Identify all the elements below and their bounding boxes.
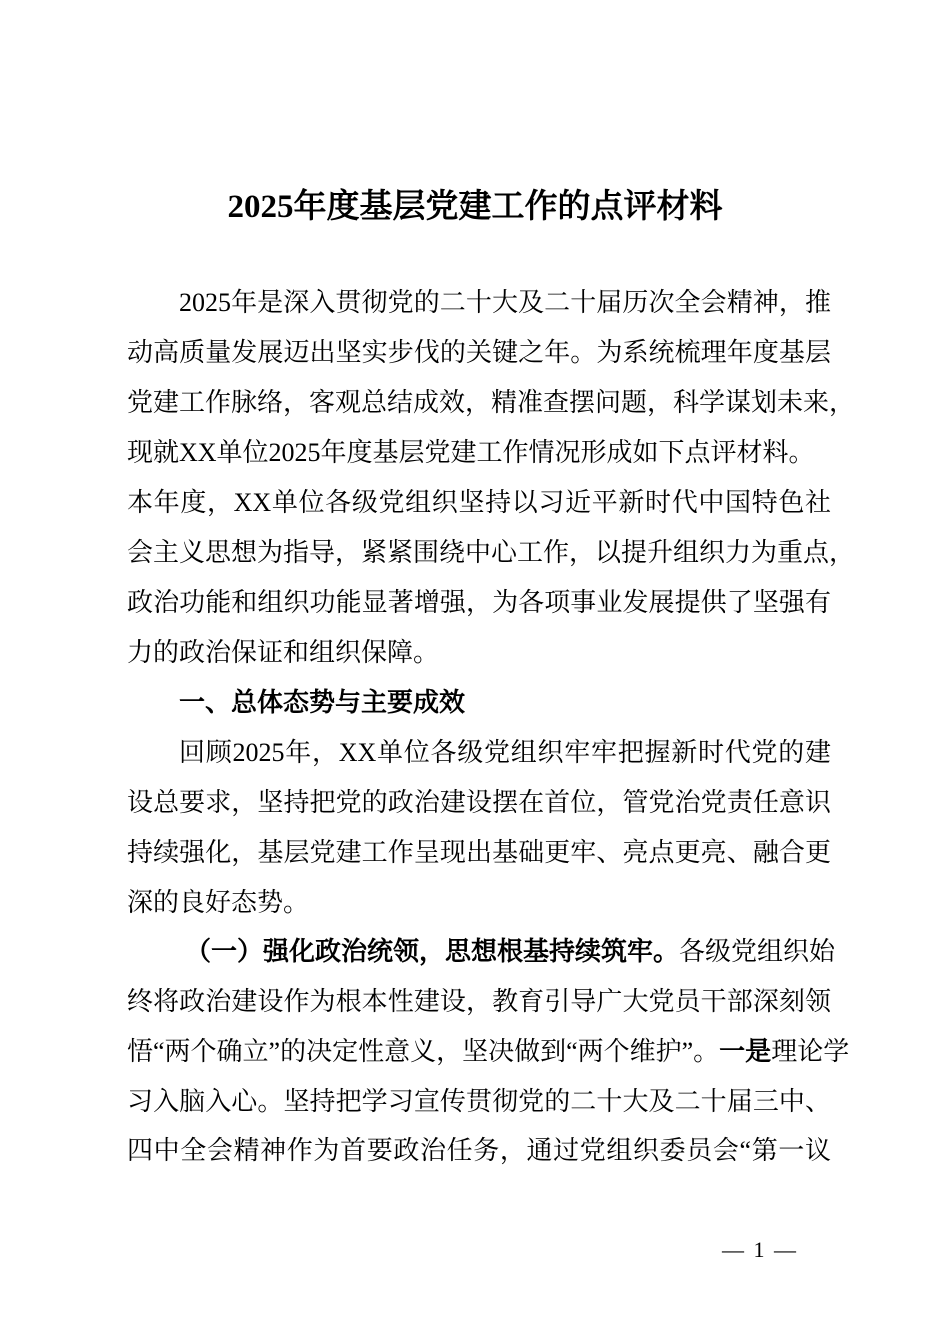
paragraph-line: 深的良好态势。 (127, 888, 310, 917)
paragraph-line: 终将政治建设作为根本性建设，教育引导广大党员干部深刻领 (127, 987, 831, 1016)
paragraph-line: 回顾2025年，XX单位各级党组织牢牢把握新时代党的建 (179, 738, 831, 767)
paragraph-line: 2025年是深入贯彻党的二十大及二十届历次全会精神，推 (179, 288, 831, 317)
paragraph-text: 各级党组织始 (679, 937, 836, 966)
paragraph-line: 政治功能和组织功能显著增强，为各项事业发展提供了坚强有 (127, 588, 831, 617)
paragraph-line: 力的政治保证和组织保障。 (127, 638, 440, 667)
subheading: （一）强化政治统领，思想根基持续筑牢。 (185, 937, 680, 966)
paragraph-text: 悟“两个确立”的决定性意义，坚决做到“两个维护”。 (127, 1037, 720, 1066)
paragraph-line: 设总要求，坚持把党的政治建设摆在首位，管党治党责任意识 (127, 788, 831, 817)
paragraph-line (127, 1034, 850, 1070)
emphasis-text: 一是 (719, 1037, 772, 1066)
paragraph-line: 本年度，XX单位各级党组织坚持以习近平新时代中国特色社 (127, 488, 831, 517)
page-number: — 1 — (722, 1237, 798, 1262)
paragraph-line: 党建工作脉络，客观总结成效，精准查摆问题，科学谋划未来， (127, 388, 856, 417)
paragraph-line: 持续强化，基层党建工作呈现出基础更牢、亮点更亮、融合更 (127, 838, 831, 867)
paragraph-line: 四中全会精神作为首要政治任务，通过党组织委员会“第一议 (127, 1136, 831, 1165)
paragraph-line: 现就XX单位2025年度基层党建工作情况形成如下点评材料。 (127, 438, 815, 467)
paragraph-line: 会主义思想为指导，紧紧围绕中心工作，以提升组织力为重点， (127, 538, 856, 567)
paragraph-line (185, 934, 836, 970)
paragraph-line: 动高质量发展迈出坚实步伐的关键之年。为系统梳理年度基层 (127, 338, 831, 367)
paragraph-line: 习入脑入心。坚持把学习宣传贯彻党的二十大及二十届三中、 (127, 1087, 831, 1116)
paragraph-text: 理论学 (771, 1037, 850, 1066)
section-heading: 一、总体态势与主要成效 (179, 688, 466, 717)
document-title: 2025年度基层党建工作的点评材料 (227, 189, 723, 225)
